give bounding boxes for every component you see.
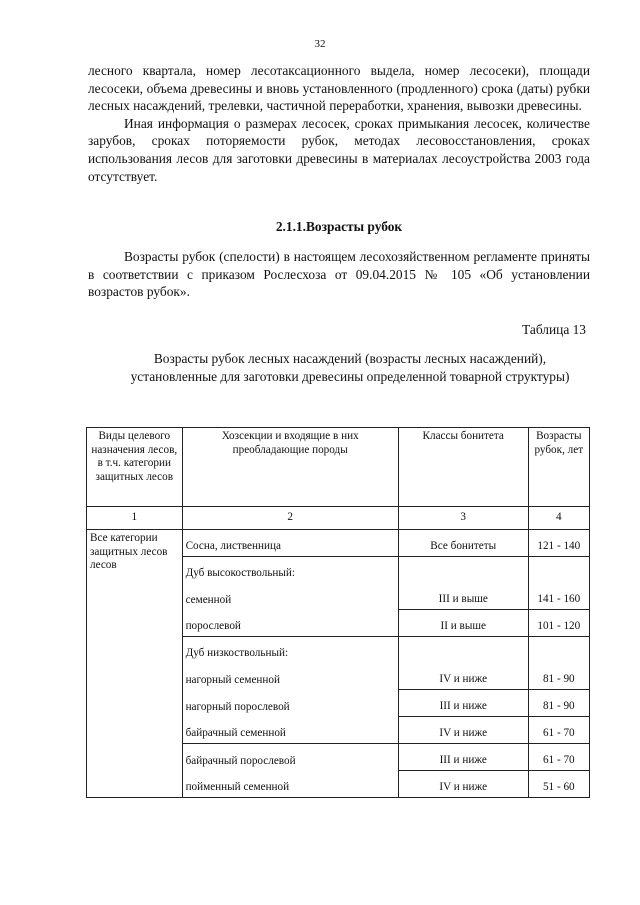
bonitet-cell: IV и ниже bbox=[398, 717, 528, 744]
bonitet-cell bbox=[398, 557, 528, 584]
age-cell: 61 - 70 bbox=[528, 717, 589, 744]
bonitet-cell bbox=[398, 637, 528, 664]
header-cell: Классы бонитета bbox=[398, 428, 528, 507]
age-cell: 81 - 90 bbox=[528, 690, 589, 717]
column-number: 2 bbox=[182, 507, 398, 530]
age-cell: 141 - 160 bbox=[528, 583, 589, 610]
species-cell: Сосна, лиственница bbox=[182, 530, 398, 557]
paragraph-3 bbox=[88, 248, 590, 301]
bonitet-cell: Все бонитеты bbox=[398, 530, 528, 557]
age-cell bbox=[528, 557, 589, 584]
species-cell: Дуб высокоствольный: bbox=[182, 557, 398, 584]
table-header-row bbox=[87, 428, 590, 507]
species-cell: нагорный порослевой bbox=[182, 690, 398, 717]
species-cell: пойменный семенной bbox=[182, 771, 398, 798]
species-cell: семенной bbox=[182, 583, 398, 610]
paragraph-1 bbox=[88, 62, 590, 185]
bonitet-cell: IV и ниже bbox=[398, 771, 528, 798]
table-title: Возрасты рубок лесных насаждений (возрасты лесных насаждений), установленные для заготовки древесины определенной товарной структуры) bbox=[130, 351, 570, 384]
table-row bbox=[87, 530, 590, 557]
age-table bbox=[86, 427, 590, 798]
species-cell: Дуб низкоствольный: bbox=[182, 637, 398, 664]
age-cell: 101 - 120 bbox=[528, 610, 589, 637]
age-cell: 51 - 60 bbox=[528, 771, 589, 798]
age-cell: 61 - 70 bbox=[528, 744, 589, 771]
age-cell: 81 - 90 bbox=[528, 663, 589, 690]
column-number: 1 bbox=[87, 507, 183, 530]
age-cell bbox=[528, 637, 589, 664]
species-cell: нагорный семенной bbox=[182, 663, 398, 690]
column-number-row bbox=[87, 507, 590, 530]
page-number: 32 bbox=[314, 38, 326, 50]
header-cell: Виды целевого назначения лесов, в т.ч. категории защитных лесов bbox=[87, 428, 183, 507]
bonitet-cell: IV и ниже bbox=[398, 663, 528, 690]
age-cell: 121 - 140 bbox=[528, 530, 589, 557]
header-cell: Хозсекции и входящие в них преобладающие породы bbox=[182, 428, 398, 507]
paragraph-3-text: Возрасты рубок (спелости) в настоящем лесохозяйственном регламенте приняты в соответствии с приказом Рослесхоза от 09.04.2015 № 105 «Об установлении возрастов рубок». bbox=[88, 249, 590, 300]
column-number: 4 bbox=[528, 507, 589, 530]
column-number: 3 bbox=[398, 507, 528, 530]
bonitet-cell: II и выше bbox=[398, 610, 528, 637]
category-cell: Все категории защитных лесов лесов bbox=[87, 530, 183, 798]
table-caption: Таблица 13 bbox=[522, 322, 586, 337]
section-heading: 2.1.1.Возрасты рубок bbox=[275, 219, 403, 234]
bonitet-cell: III и ниже bbox=[398, 690, 528, 717]
species-cell: байрачный семенной bbox=[182, 717, 398, 744]
paragraph-1-text: лесного квартала, номер лесотаксационного выдела, номер лесосеки), площади лесосеки, объема древесины и вновь установленного (продленного) срока (даты) рубки лесных насаждений, трелевки, частичной переработки, хранения, вывозки древесины. bbox=[88, 63, 590, 114]
bonitet-cell: III и ниже bbox=[398, 744, 528, 771]
species-cell: порослевой bbox=[182, 610, 398, 637]
header-cell: Возрасты рубок, лет bbox=[528, 428, 589, 507]
bonitet-cell: III и выше bbox=[398, 583, 528, 610]
species-cell: байрачный порослевой bbox=[182, 744, 398, 771]
paragraph-2-text: Иная информация о размерах лесосек, сроках примыкания лесосек, количестве зарубов, сроках потоpяемости рубок, методах лесовосстановления, сроках использования лесов для заготовки древесины в материалах лесоустройства 2003 года отсутствует. bbox=[88, 115, 590, 184]
